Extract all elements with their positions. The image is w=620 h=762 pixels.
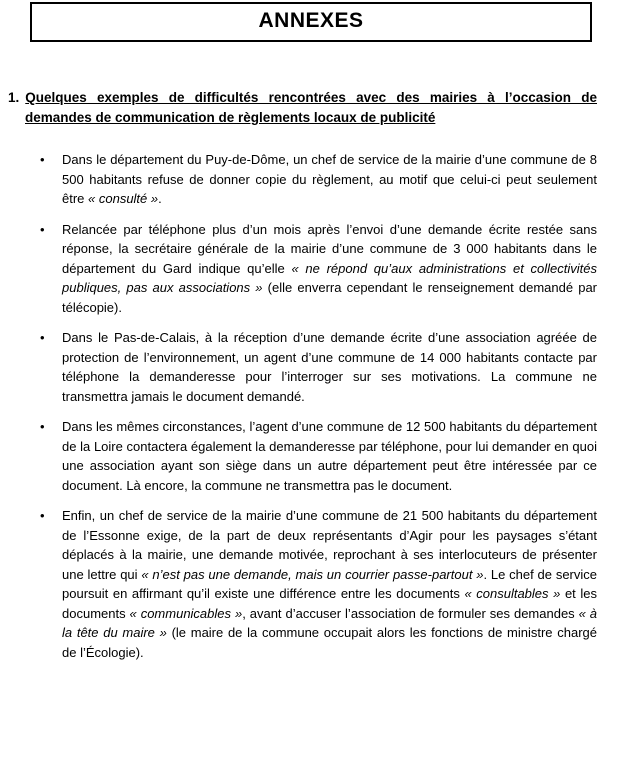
bullet-marker: • <box>40 419 45 434</box>
bullet-list <box>40 150 597 662</box>
bullet-item <box>40 506 597 662</box>
bullet-marker: • <box>40 152 45 167</box>
section-heading-text: Quelques exemples de difficultés rencontrées avec des mairies à l’occasion de demandes de communication de règlements locaux de publicité <box>25 90 597 125</box>
bullet-text: Dans le département du Puy-de-Dôme, un chef de service de la mairie d’une commune de 8 500 habitants refuse de donner copie du règlement, au motif que celui-ci peut seulement être « consulté ». <box>62 152 597 206</box>
section-number: 1. <box>8 90 20 105</box>
bullet-item <box>40 220 597 318</box>
bullet-text: Relancée par téléphone plus d’un mois après l’envoi d’une demande écrite restée sans réponse, la secrétaire générale de la mairie d’une commune de 3 000 habitants dans le département du Gard indique qu’elle « ne répond qu’aux administrations et collectivités publiques, pas aux associations » (elle enverra cependant le renseignement demandé par télécopie). <box>62 221 598 315</box>
bullet-item <box>40 328 597 406</box>
bullet-text: Dans le Pas-de-Calais, à la réception d’une demande écrite d’une association agréée de protection de l’environnement, un agent d’une commune de 14 000 habitants contacte par téléphone la demanderesse pour l’interroger sur ses motivations. La commune ne transmettra jamais le document demandé. <box>62 330 597 404</box>
bullet-marker: • <box>40 508 45 523</box>
page-title: ANNEXES <box>258 9 364 32</box>
bullet-item <box>40 417 597 495</box>
bullet-item <box>40 150 597 209</box>
document-page <box>0 2 620 762</box>
section-heading <box>8 88 597 128</box>
bullet-text: Enfin, un chef de service de la mairie d’une commune de 21 500 habitants du département de l’Essonne exige, de la part de deux représentants d’Agir pour les paysages s’étant déplacés à la mairie, une demande motivée, reprochant à ses interlocuteurs de présenter une lettre qui « n’est pas une demande, mais un courrier passe-partout ». Le chef de service poursuit en affirmant qu’il existe une différence entre les documents « consultables » et les documents « communicables », avant d’accuser l’association de formuler ses demandes « à la tête du maire » (le maire de la commune occupait alors les fonctions de ministre chargé de l’Écologie). <box>62 508 598 660</box>
bullet-marker: • <box>40 330 45 345</box>
title-box <box>30 2 592 42</box>
bullet-text: Dans les mêmes circonstances, l’agent d’une commune de 12 500 habitants du département de la Loire contactera également la demanderesse par téléphone, pour lui demander en quoi une association ayant son siège dans un autre département peut être intéressée par ce document. Là encore, la commune ne transmettra pas le document. <box>62 419 597 493</box>
bullet-marker: • <box>40 221 45 237</box>
